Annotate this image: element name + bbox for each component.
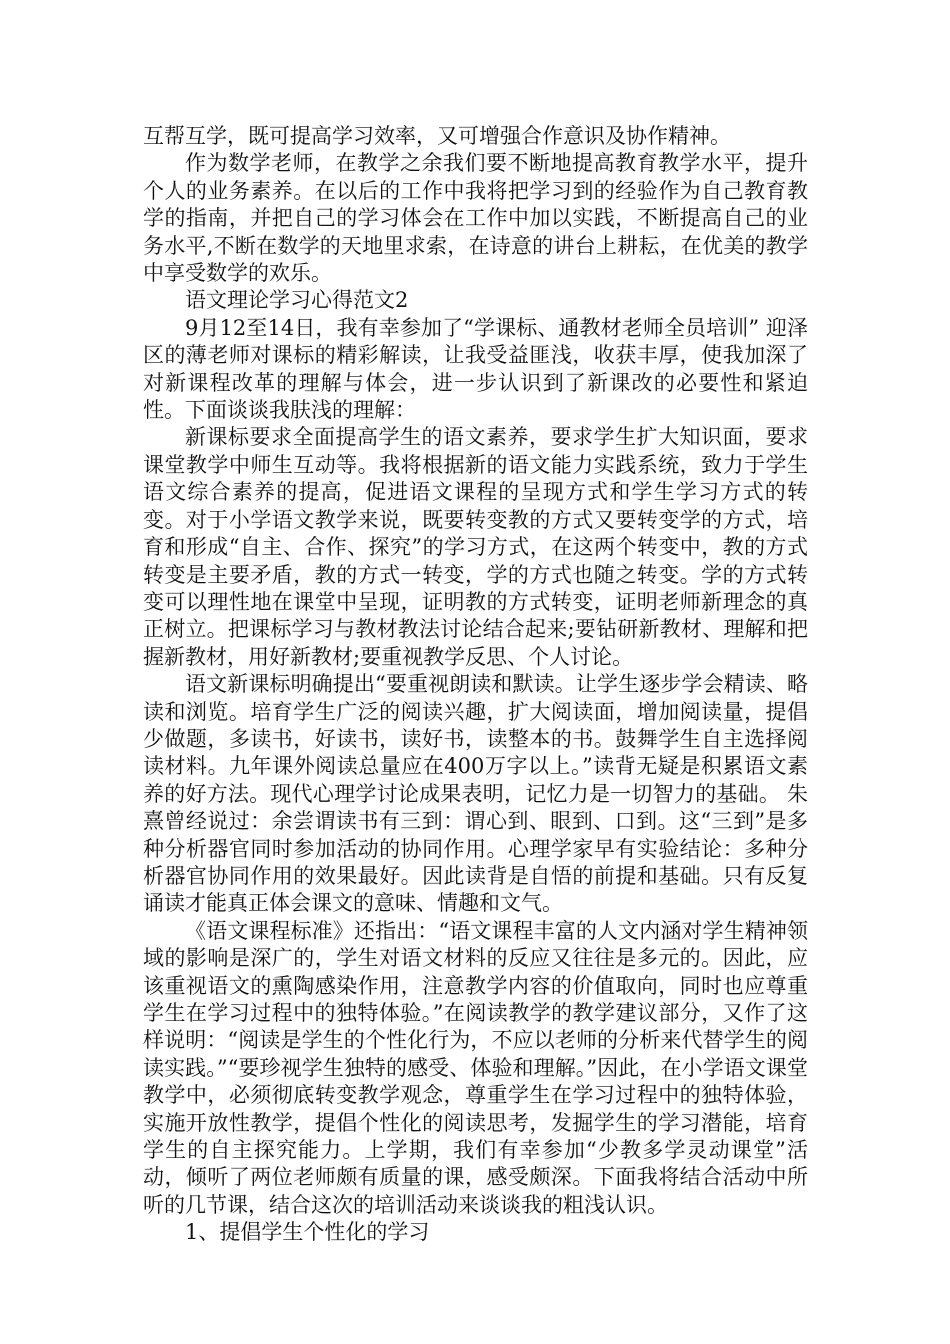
paragraph-5: 语文新课标明确提出“要重视朗读和默读。让学生逐步学会精读、略读和浏览。培育学生广泛的阅读兴趣，扩大阅读面，增加阅读量，提倡少做题，多读书，好读书，读好书，读整本的书。鼓舞学生自主选择阅读材料。九年课外阅读总量应在400万字以上。”读背无疑是积累语文素养的好方法。现代心理学讨论成果表明，记忆力是一切智力的基础。 朱熹曾经说过：余尝谓读书有三到：谓心到、眼到、口到。这“三到”是多种分析器官同时参加活动的协同作用。心理学家早有实验结论：多种分析器官协同作用的效果最好。因此读背是自悟的前提和基础。只有反复诵读才能真正体会课文的意味、情趣和文气。 <box>143 672 808 916</box>
subsection-heading: 1、提倡学生个性化的学习 <box>185 1220 430 1245</box>
paragraph-3: 9月12至14日，我有幸参加了“学课标、通教材老师全员培训” 迎泽区的薄老师对课标的精彩解读，让我受益匪浅，收获丰厚，使我加深了对新课程改革的理解与体会，进一步认识到了新课改的必要性和紧迫性。下面谈谈我肤浅的理解： <box>143 315 808 423</box>
paragraph-1: 互帮互学，既可提高学习效率，又可增强合作意识及协作精神。 <box>143 124 731 148</box>
paragraph-4: 新课标要求全面提高学生的语文素养，要求学生扩大知识面，要求课堂教学中师生互动等。我将根据新的语文能力实践系统，致力于学生语文综合素养的提高，促进语文课程的呈现方式和学生学习方式的转变。对于小学语文教学来说，既要转变教的方式又要转变学的方式，培育和形成“自主、合作、探究”的学习方式，在这两个转变中，教的方式转变是主要矛盾，教的方式一转变，学的方式也随之转变。学的方式转变可以理性地在课堂中呈现，证明教的方式转变，证明老师新理念的真正树立。把课标学习与教材教法讨论结合起来;要钻研新教材、理解和把握新教材，用好新教材;要重视教学反思、个人讨论。 <box>143 425 808 669</box>
section-heading: 语文理论学习心得范文2 <box>185 288 409 313</box>
document-page <box>143 123 808 1247</box>
paragraph-2: 作为数学老师，在教学之余我们要不断地提高教育教学水平，提升个人的业务素养。在以后的工作中我将把学习到的经验作为自己教育教学的指南，并把自己的学习体会在工作中加以实践，不断提高自己的业务水平,不断在数学的天地里求索，在诗意的讲台上耕耘，在优美的教学中享受数学的欢乐。 <box>143 151 808 286</box>
paragraph-6: 《语文课程标准》还指出：“语文课程丰富的人文内涵对学生精神领域的影响是深广的，学生对语文材料的反应又往往是多元的。因此，应该重视语文的熏陶感染作用，注意教学内容的价值取向，同时也应尊重学生在学习过程中的独特体验。”在阅读教学的教学建议部分，又作了这样说明：“阅读是学生的个性化行为，不应以老师的分析来代替学生的阅读实践。”“要珍视学生独特的感受、体验和理解。”因此，在小学语文课堂教学中，必须彻底转变教学观念，尊重学生在学习过程中的独特体验，实施开放性教学，提倡个性化的阅读思考，发掘学生的学习潜能，培育学生的自主探究能力。上学期，我们有幸参加“少教多学灵动课堂”活动，倾听了两位老师颇有质量的课，感受颇深。下面我将结合活动中所听的几节课，结合这次的培训活动来谈谈我的粗浅认识。 <box>143 918 808 1217</box>
